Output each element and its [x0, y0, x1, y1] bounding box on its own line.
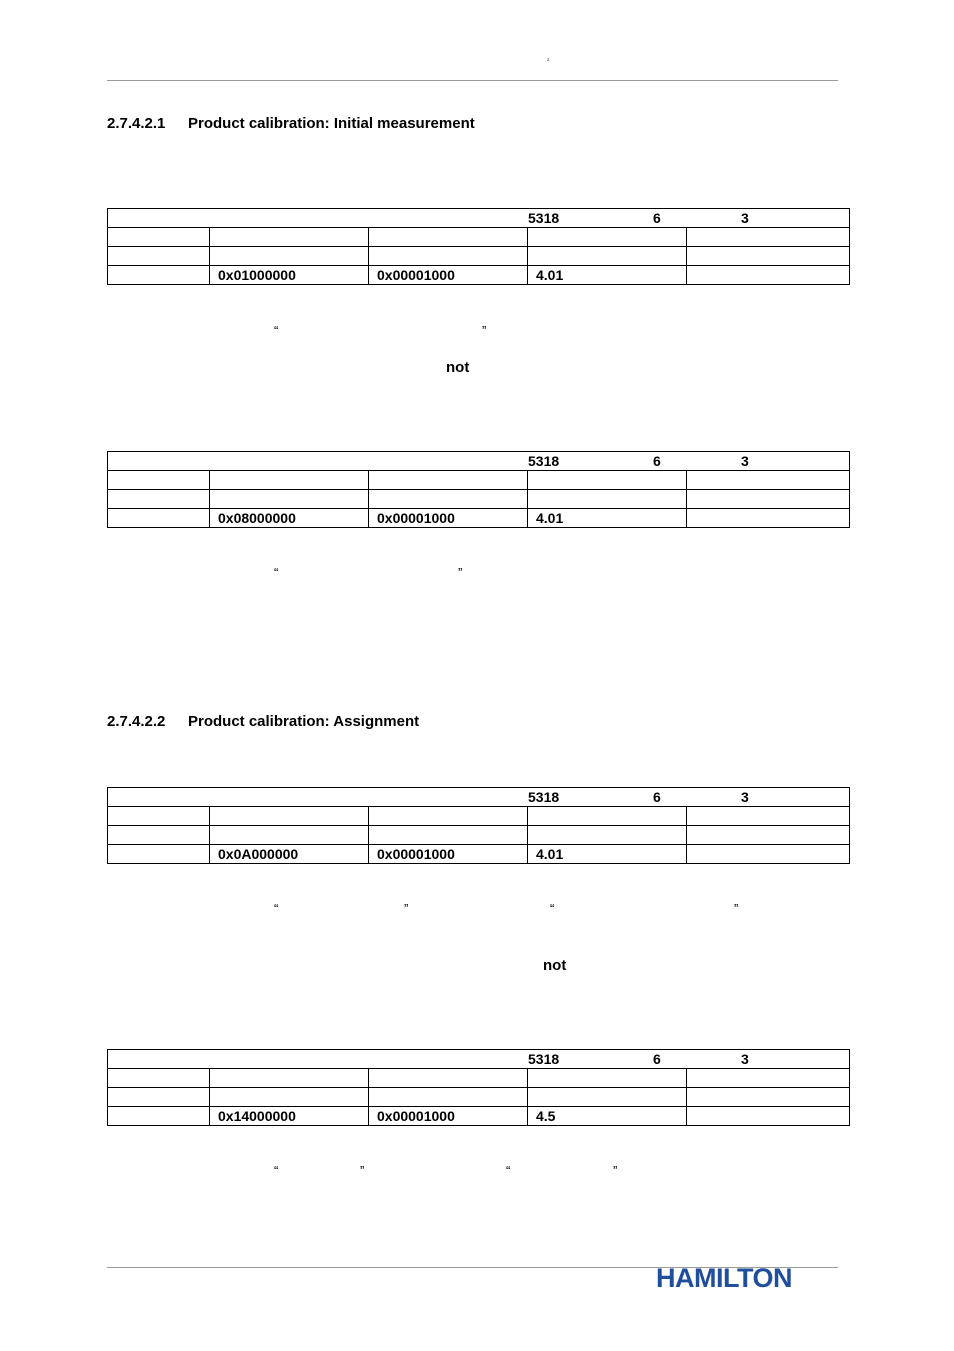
table-row [108, 807, 850, 826]
register-col-a: 6 [653, 453, 661, 469]
table-row [108, 1088, 850, 1107]
table-row [108, 228, 850, 247]
header-mark: ² [547, 58, 550, 65]
register-col-a: 6 [653, 1051, 661, 1067]
register-number: 5318 [528, 453, 560, 469]
register-table-1 [107, 208, 850, 285]
close-quote: ” [734, 901, 739, 916]
close-quote: ” [404, 901, 409, 916]
open-quote: “ [550, 901, 555, 916]
table-cell: 0x00001000 [369, 266, 528, 285]
table-row [108, 1069, 850, 1088]
table-cell: 4.01 [528, 266, 687, 285]
table-cell: 0x08000000 [210, 509, 369, 528]
close-quote: ” [482, 323, 487, 338]
section-heading-assignment [107, 713, 419, 730]
close-quote: ” [458, 565, 463, 580]
table-cell: 0x01000000 [210, 266, 369, 285]
table-row [108, 247, 850, 266]
register-table-2 [107, 451, 850, 528]
register-number: 5318 [528, 210, 560, 226]
emphasis-not: not [446, 359, 470, 376]
section-number: 2.7.4.2.2 [107, 713, 166, 730]
table-row [108, 1107, 850, 1126]
table-cell: 4.5 [528, 1107, 687, 1126]
table-cell: 0x00001000 [369, 845, 528, 864]
table-row [108, 845, 850, 864]
hamilton-logo [656, 1263, 838, 1293]
open-quote: “ [506, 1163, 511, 1178]
table-row [108, 452, 850, 471]
section-heading-initial-measurement [107, 115, 475, 132]
register-table-3 [107, 787, 850, 864]
register-col-b: 3 [741, 789, 749, 805]
table-row [108, 490, 850, 509]
table-cell: 0x00001000 [369, 1107, 528, 1126]
register-table-4 [107, 1049, 850, 1126]
header-rule [107, 80, 838, 81]
table-row [108, 209, 850, 228]
register-header-cell [108, 1050, 850, 1069]
open-quote: “ [274, 1163, 279, 1178]
register-col-b: 3 [741, 453, 749, 469]
register-col-b: 3 [741, 210, 749, 226]
register-col-a: 6 [653, 789, 661, 805]
table-row [108, 788, 850, 807]
table-cell: 0x14000000 [210, 1107, 369, 1126]
table-cell: 0x0A000000 [210, 845, 369, 864]
register-number: 5318 [528, 1051, 560, 1067]
register-header-cell [108, 209, 850, 228]
table-row [108, 1050, 850, 1069]
table-cell: 0x00001000 [369, 509, 528, 528]
register-col-b: 3 [741, 1051, 749, 1067]
close-quote: ” [613, 1163, 618, 1178]
open-quote: “ [274, 901, 279, 916]
register-header-cell [108, 788, 850, 807]
table-cell: 4.01 [528, 509, 687, 528]
open-quote: “ [274, 323, 279, 338]
register-number: 5318 [528, 789, 560, 805]
table-row [108, 471, 850, 490]
table-cell: 4.01 [528, 845, 687, 864]
section-number: 2.7.4.2.1 [107, 115, 166, 132]
register-header-cell [108, 452, 850, 471]
logo-wordmark: HAMILTON [656, 1263, 792, 1293]
table-row [108, 826, 850, 845]
emphasis-not: not [543, 957, 567, 974]
register-col-a: 6 [653, 210, 661, 226]
section-title: Product calibration: Initial measurement [188, 115, 475, 132]
table-row [108, 266, 850, 285]
close-quote: ” [360, 1163, 365, 1178]
open-quote: “ [274, 565, 279, 580]
section-title: Product calibration: Assignment [188, 713, 420, 730]
table-row [108, 509, 850, 528]
